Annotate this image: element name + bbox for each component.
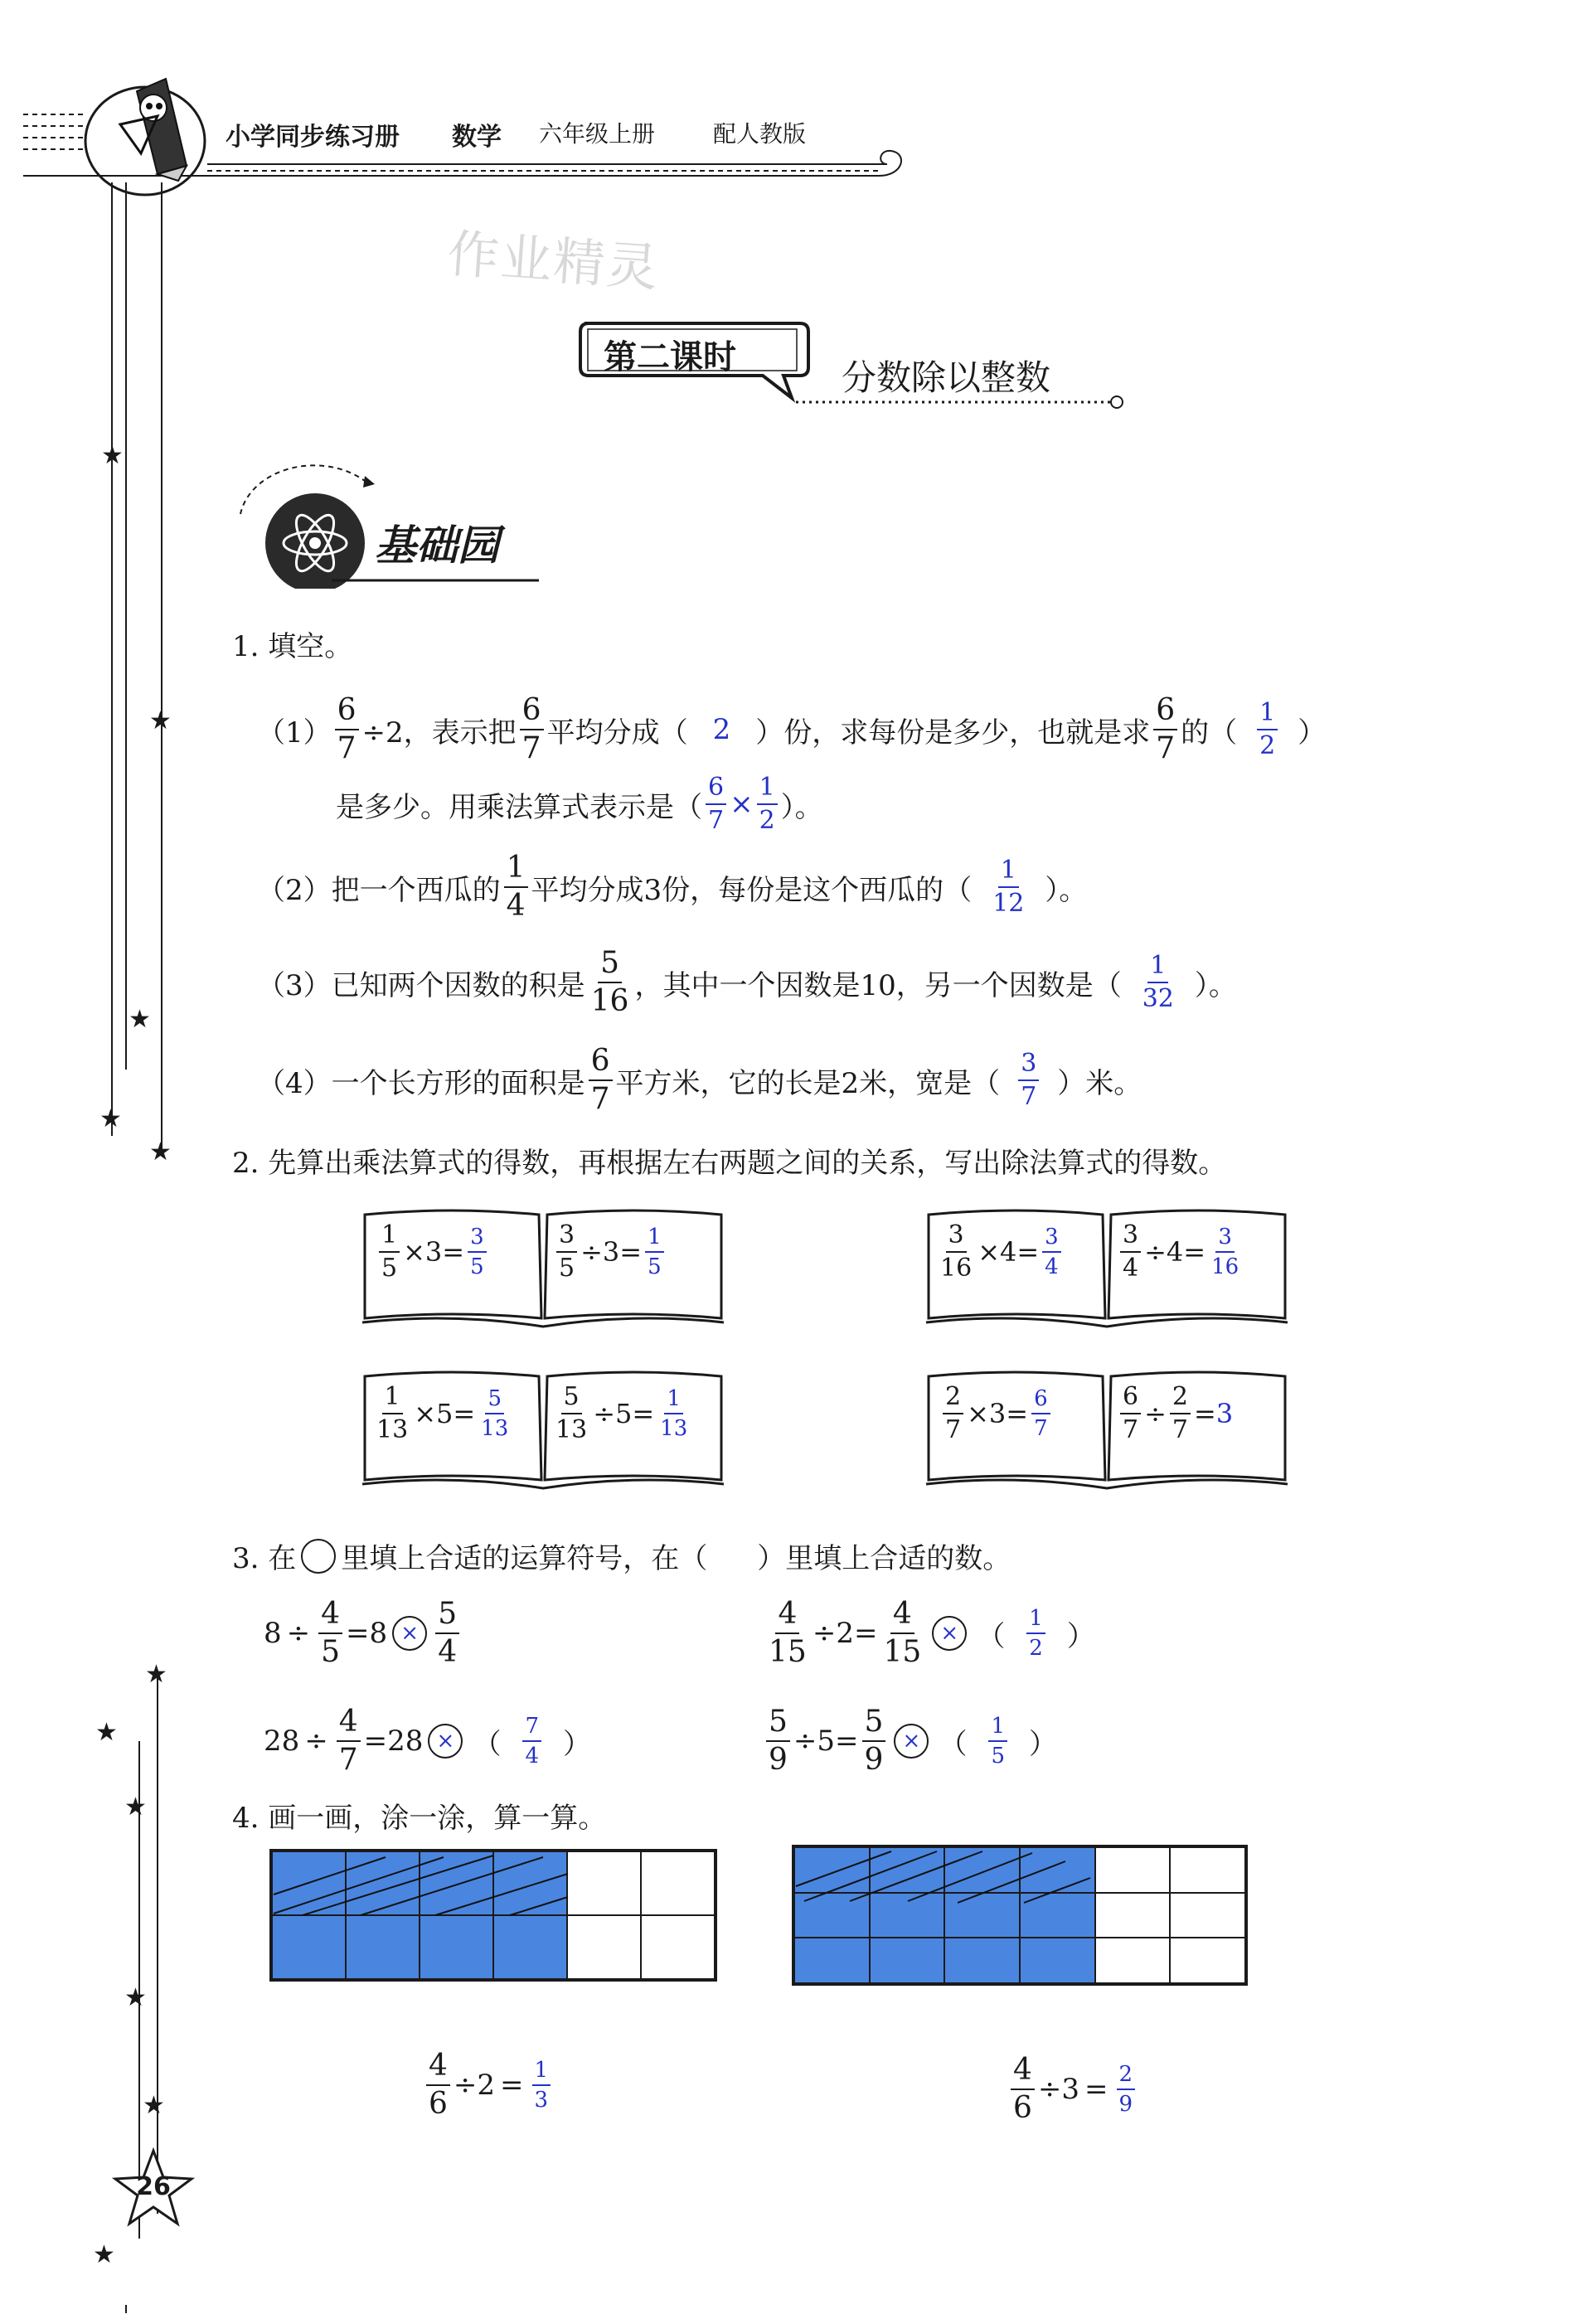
star-icon: ★ — [129, 1005, 151, 1034]
num: 4 — [1166, 1236, 1184, 1268]
fraction: $\frac{4}{15}$ — [883, 1597, 922, 1669]
num: 3 — [602, 1236, 620, 1268]
answer-fraction: $\frac{1}{32}$ — [1142, 951, 1174, 1013]
op: × — [414, 1398, 436, 1429]
text: ）。 — [780, 790, 823, 824]
text: 平方米，它的长是2米，宽是（ — [615, 1066, 1001, 1100]
fraction-grid-1 — [269, 1849, 717, 1982]
fraction: $\frac{1}{4}$ — [504, 853, 528, 921]
book-exercise-4 — [924, 1368, 1289, 1492]
eq: = — [1084, 2073, 1108, 2106]
edition: 配人教版 — [713, 120, 807, 148]
star-icon: ★ — [143, 2091, 165, 2120]
fraction: $\frac{4}{15}$ — [769, 1597, 807, 1669]
answer-fraction: $\frac{6}{7}$ — [1031, 1388, 1050, 1439]
eq: = — [1006, 1398, 1029, 1429]
q4-equation-1 — [423, 2044, 554, 2127]
label: （1） — [257, 716, 332, 750]
q1-p1-line1 — [257, 688, 1326, 771]
answer: 2 — [712, 713, 731, 746]
fraction-grid-2 — [792, 1845, 1248, 1986]
label: （3） — [257, 968, 332, 1002]
num: 3 — [988, 1398, 1007, 1429]
text: ）份，求每份是多少，也就是求 — [755, 716, 1151, 750]
eq: = — [1183, 1236, 1206, 1268]
answer-fraction: $\frac{1}{2}$ — [1257, 701, 1278, 759]
text: 一个长方形的面积是 — [331, 1066, 585, 1100]
num: 5 — [615, 1398, 633, 1429]
text: ）米。 — [1057, 1066, 1142, 1100]
star-icon: ★ — [124, 1983, 147, 2012]
label: （4） — [257, 1066, 332, 1100]
text: ）。 — [1045, 873, 1088, 907]
section-title: 基础园 — [375, 521, 499, 570]
op: ÷ — [1037, 2073, 1062, 2106]
answer-fraction: $\frac{1}{12}$ — [992, 856, 1025, 918]
num: 3 — [424, 1236, 443, 1268]
q3-item-3: 28 ÷ $\frac{4}{7}$ = 28 × （ $\frac{7}{4}$ ） — [264, 1705, 591, 1777]
q3-title — [232, 1535, 1011, 1576]
book-exercise-1 — [361, 1206, 725, 1331]
answer-fraction: $\frac{5}{13}$ — [481, 1386, 509, 1441]
eq: = — [853, 1617, 878, 1650]
eq: = — [442, 1236, 465, 1268]
book-exercise-2 — [924, 1206, 1289, 1331]
fraction: $\frac{1}{13}$ — [376, 1382, 409, 1444]
q4-equation-2 — [1007, 2048, 1138, 2131]
text: ）里填上合适的数。 — [757, 1542, 1011, 1575]
text: 平均分成（ — [546, 716, 688, 750]
op: ÷ — [580, 1236, 603, 1268]
q1-title: 1. 填空。 — [232, 630, 353, 663]
star-icon: ★ — [145, 1660, 167, 1689]
lesson-title: 分数除以整数 — [842, 357, 1051, 398]
star-icon: ★ — [149, 1138, 172, 1167]
q3-item-4: $\frac{5}{9}$ ÷ 5 = $\frac{5}{9}$ × （ $\frac{1}{5}$ ） — [763, 1700, 1057, 1783]
text: ） — [1298, 716, 1327, 750]
answer-fraction: $\frac{1}{2}$ — [1026, 1608, 1045, 1659]
q1-p4 — [257, 1043, 1142, 1118]
op: ÷ — [593, 1398, 615, 1429]
op: ÷ — [793, 1725, 817, 1758]
star-icon: ★ — [95, 1718, 118, 1747]
q2-title: 2. 先算出乘法算式的得数，再根据左右两题之间的关系，写出除法算式的得数。 — [232, 1147, 1227, 1180]
answer-fraction: $\frac{2}{9}$ — [1117, 2064, 1136, 2115]
text: 的（ — [1181, 716, 1238, 750]
num: 3 — [1061, 2073, 1080, 2106]
text: 已知两个因数的积是 — [331, 968, 585, 1002]
text: 平均分成3份，每份是这个西瓜的（ — [531, 873, 973, 907]
answer-fraction: $\frac{3}{7}$ — [1018, 1051, 1039, 1109]
star-icon: ★ — [101, 441, 124, 470]
num: 8 — [264, 1617, 282, 1650]
book-title: 小学同步练习册 — [226, 123, 400, 152]
answer-fraction: $\frac{3}{5}$ — [468, 1226, 487, 1278]
hatch-lines — [269, 1849, 717, 1982]
header — [0, 50, 1596, 199]
fraction: $\frac{6}{7}$ — [520, 696, 544, 764]
op: ÷ — [1144, 1398, 1167, 1429]
op: ÷ — [286, 1617, 311, 1650]
q4-title: 4. 画一画，涂一涂，算一算。 — [232, 1802, 607, 1835]
answer-fraction: $\frac{1}{5}$ — [645, 1226, 664, 1278]
fraction: $\frac{3}{4}$ — [1120, 1223, 1141, 1281]
pencil-mascot-icon — [108, 75, 207, 186]
fraction: $\frac{4}{5}$ — [318, 1599, 342, 1667]
eq: = — [346, 1617, 370, 1650]
op: ÷ — [453, 2069, 478, 2102]
op: ÷ — [304, 1725, 328, 1758]
fraction: $\frac{2}{7}$ — [1170, 1385, 1191, 1443]
answer-circle: × — [428, 1724, 463, 1759]
num: 2 — [836, 1617, 854, 1650]
num: 28 — [264, 1725, 300, 1758]
num: 8 — [369, 1617, 388, 1650]
fraction: $\frac{6}{7}$ — [335, 696, 359, 764]
subject: 数学 — [452, 123, 502, 152]
fraction: $\frac{4}{6}$ — [1011, 2055, 1035, 2123]
num: 5 — [817, 1725, 836, 1758]
answer-fraction: $\frac{1}{5}$ — [988, 1715, 1007, 1767]
fraction: $\frac{5}{13}$ — [555, 1382, 588, 1444]
fraction: $\frac{4}{6}$ — [426, 2051, 450, 2119]
eq: = — [1194, 1398, 1216, 1429]
fraction: $\frac{5}{4}$ — [435, 1599, 459, 1667]
op: ÷ — [812, 1617, 837, 1650]
blank-circle-icon — [301, 1539, 336, 1574]
answer-fraction: $\frac{3}{4}$ — [1042, 1226, 1061, 1278]
star-icon: ★ — [149, 706, 172, 735]
star-icon: ★ — [93, 2240, 115, 2269]
watermark: 作业精灵 — [445, 223, 662, 298]
text: ，其中一个因数是10，另一个因数是（ — [634, 968, 1122, 1002]
answer-circle: × — [894, 1724, 929, 1759]
star-icon: ★ — [124, 1793, 147, 1822]
eq: = — [619, 1236, 643, 1268]
q3-item-2: $\frac{4}{15}$ ÷ 2 = $\frac{4}{15}$ × （ $\frac{1}{2}$ ） — [763, 1592, 1095, 1675]
lesson-badge: 第二课时 — [604, 338, 736, 376]
fraction: $\frac{6}{7}$ — [1153, 696, 1177, 764]
num: 2 — [477, 2069, 496, 2102]
eq: = — [1016, 1236, 1040, 1268]
q1-p1-line2 — [336, 771, 823, 837]
fraction: $\frac{6}{7}$ — [1120, 1385, 1141, 1443]
answer: 3 — [1215, 1398, 1234, 1429]
answer-fraction: $\frac{1}{3}$ — [532, 2059, 551, 2111]
fraction: $\frac{5}{9}$ — [766, 1707, 790, 1775]
star-icon: ★ — [99, 1104, 122, 1133]
answer-op: × — [730, 788, 754, 821]
q3-item-1 — [264, 1592, 463, 1675]
fraction: $\frac{5}{16}$ — [590, 946, 629, 1018]
eq: = — [500, 2069, 524, 2102]
fraction: $\frac{3}{16}$ — [940, 1220, 973, 1283]
fraction: $\frac{4}{7}$ — [337, 1707, 361, 1775]
text: 是多少。用乘法算式表示是（ — [336, 790, 702, 824]
answer-circle: × — [392, 1616, 427, 1651]
op: ÷ — [1144, 1236, 1167, 1268]
op: × — [977, 1236, 1000, 1268]
eq: = — [632, 1398, 655, 1429]
fraction: $\frac{1}{5}$ — [379, 1223, 400, 1281]
num: 4 — [1000, 1236, 1017, 1268]
fraction: $\frac{2}{7}$ — [943, 1385, 963, 1443]
answer-fraction: $\frac{3}{16}$ — [1211, 1225, 1239, 1279]
fraction: $\frac{5}{9}$ — [862, 1707, 886, 1775]
hatch-lines — [792, 1845, 1248, 1986]
book-exercise-3 — [361, 1368, 725, 1492]
op: × — [403, 1236, 425, 1268]
answer-circle: × — [932, 1616, 967, 1651]
num: 28 — [387, 1725, 424, 1758]
answer-fraction: $\frac{1}{13}$ — [660, 1386, 688, 1441]
grade: 六年级上册 — [539, 120, 656, 148]
text: ÷2，表示把 — [361, 716, 517, 750]
fraction: $\frac{3}{5}$ — [556, 1223, 577, 1281]
atom-icon — [278, 506, 352, 584]
answer-fraction: $\frac{6}{7}$ — [706, 775, 726, 833]
answer-fraction: $\frac{1}{2}$ — [757, 775, 778, 833]
q1-p2 — [257, 850, 1087, 924]
label: （2） — [257, 873, 332, 907]
page-number: 26 — [136, 2172, 171, 2201]
text: 把一个西瓜的 — [331, 873, 501, 907]
fraction: $\frac{6}{7}$ — [589, 1046, 613, 1114]
text: ）。 — [1194, 968, 1237, 1002]
op: × — [967, 1398, 989, 1429]
num: 5 — [436, 1398, 454, 1429]
q1-p3 — [257, 945, 1237, 1020]
text: 3. 在 — [232, 1542, 297, 1575]
eq: = — [453, 1398, 476, 1429]
text: 里填上合适的运算符号，在（ — [341, 1542, 708, 1575]
page-number-badge — [112, 2147, 195, 2230]
eq: = — [363, 1725, 388, 1758]
eq: = — [835, 1725, 859, 1758]
answer-fraction: $\frac{7}{4}$ — [522, 1715, 541, 1767]
